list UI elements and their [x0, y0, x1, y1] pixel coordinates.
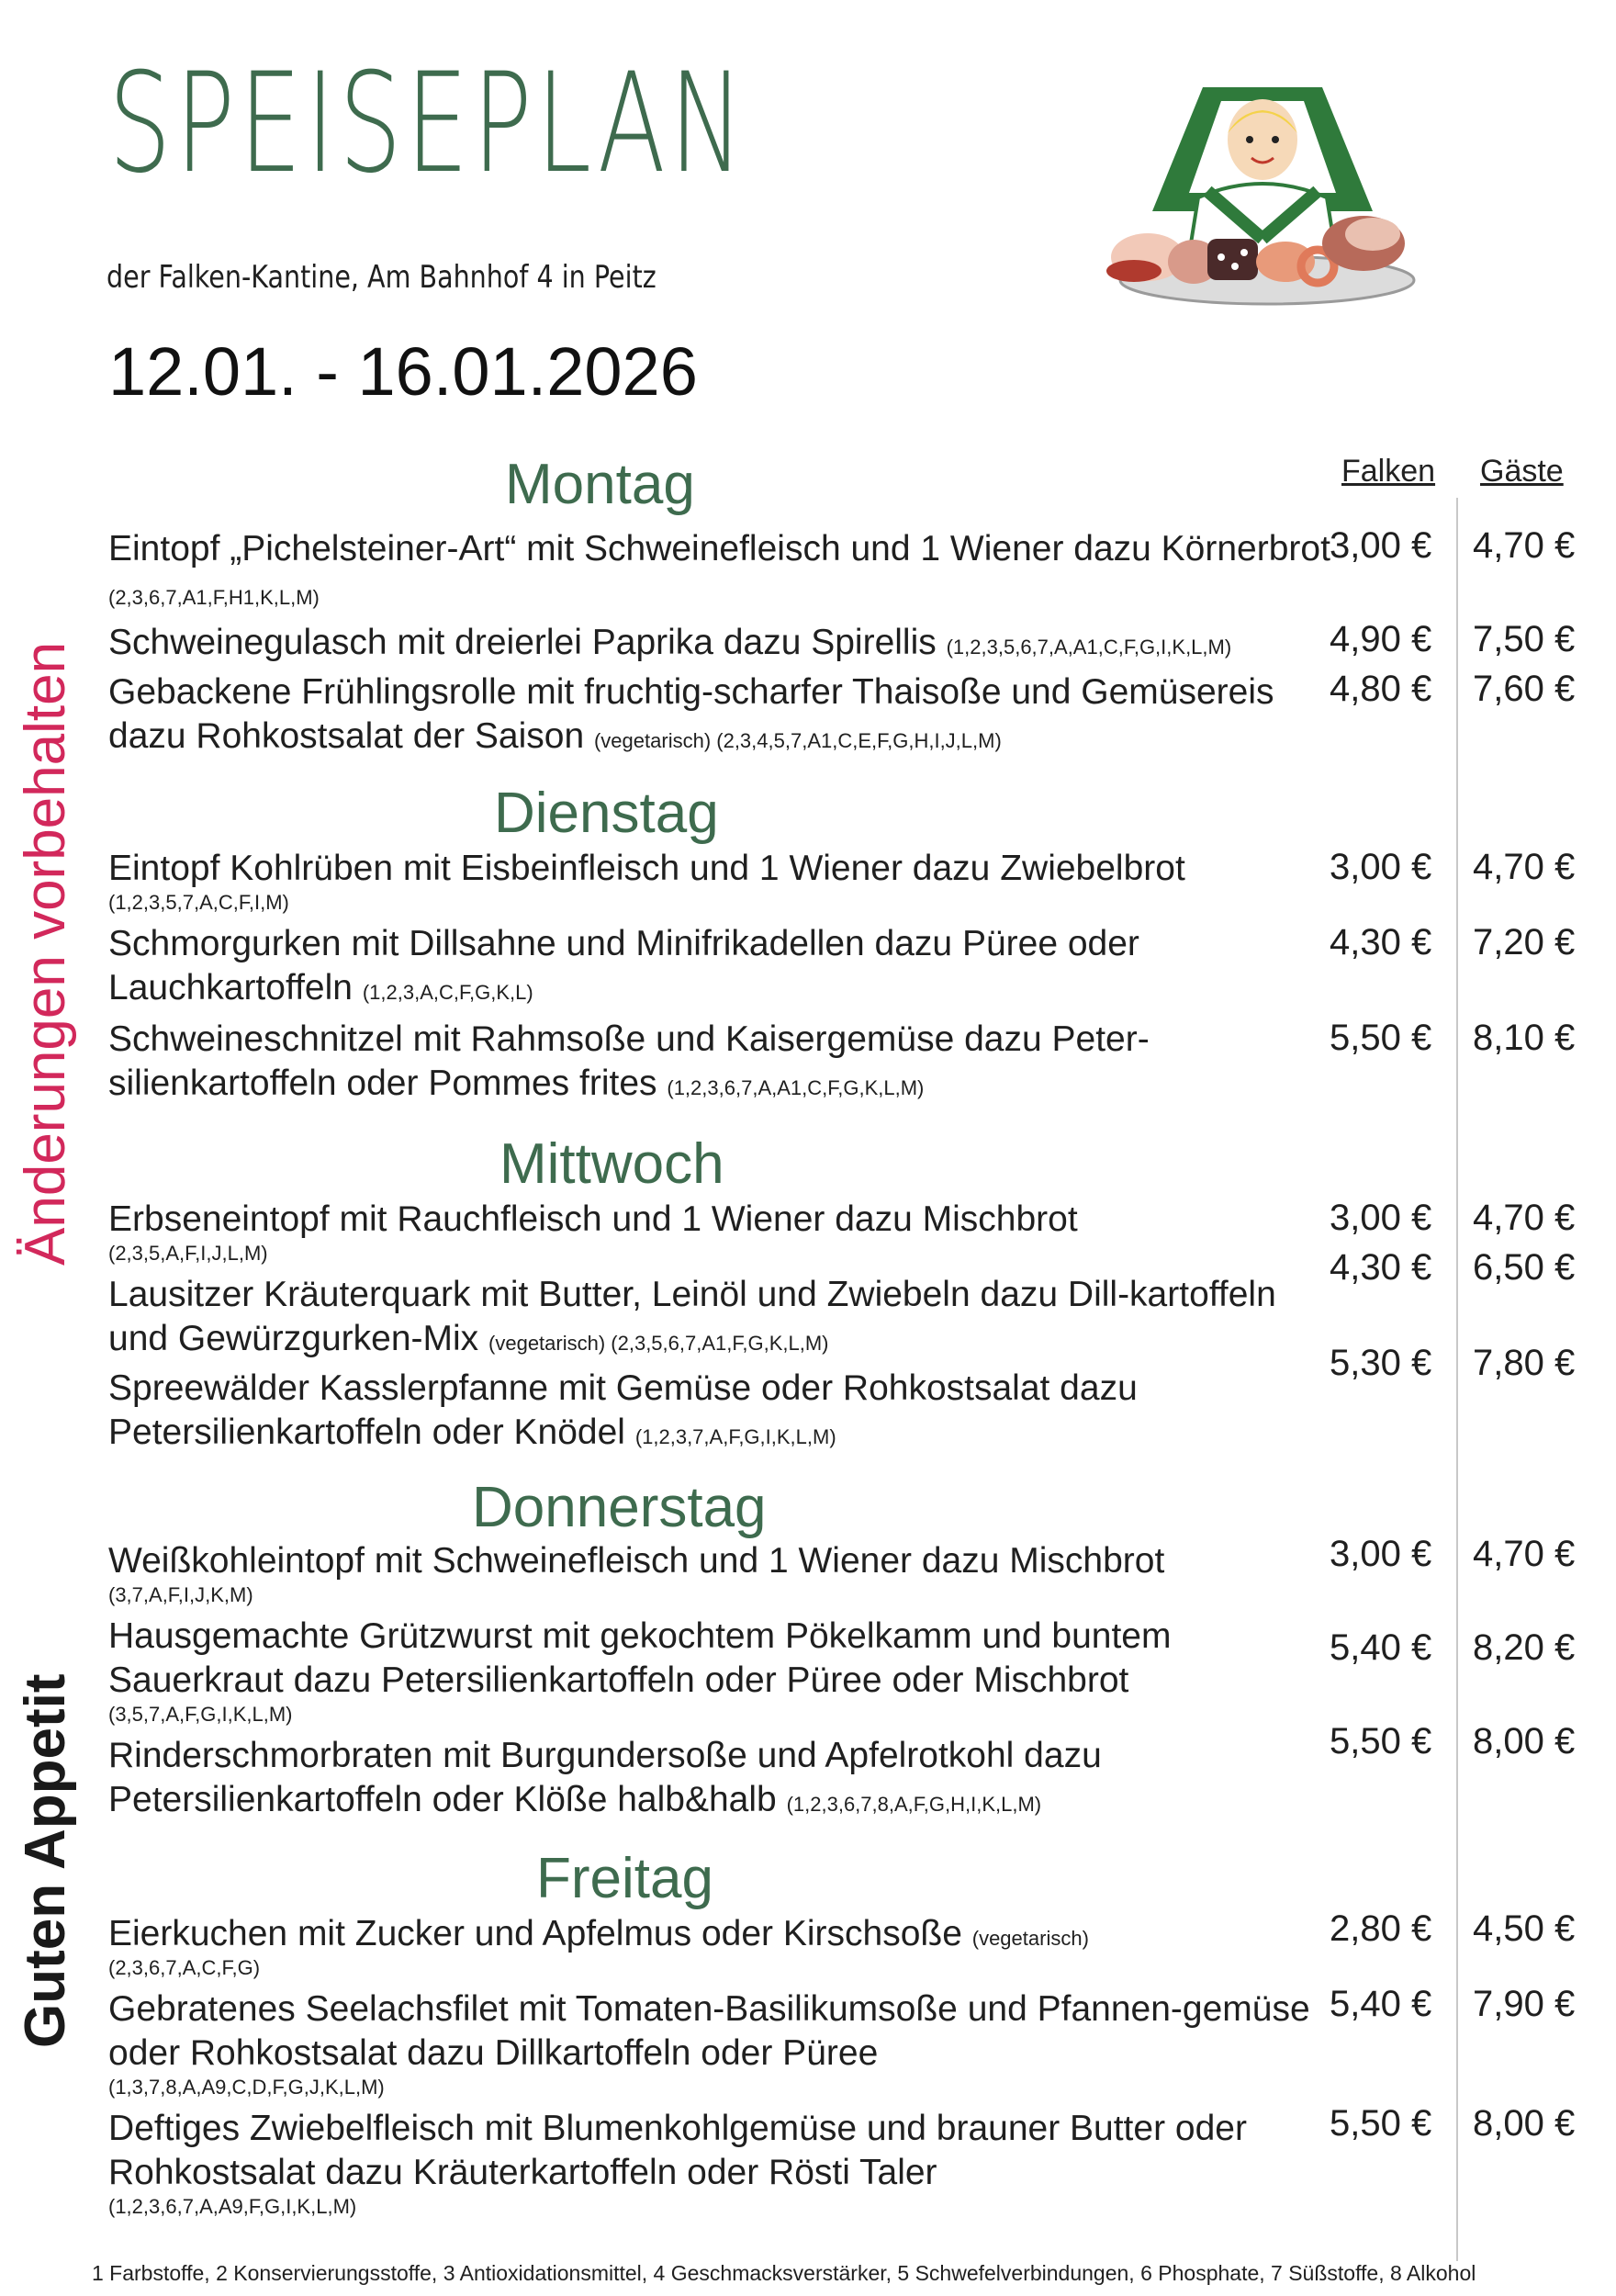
- price-gaeste: 4,70 €: [1473, 847, 1576, 887]
- column-header-falken: Falken: [1341, 454, 1436, 489]
- page-title: SPEISEPLAN: [108, 44, 748, 204]
- menu-item: [108, 1018, 1339, 1106]
- menu-item: [108, 922, 1339, 1010]
- allergen-legend: 1 Farbstoffe, 2 Konservierungsstoffe, 3 Antioxidationsmittel, 4 Geschmacksverstärker, 5 Schwefelverbindungen, 6 Phosphate, 7 Süßstoffe, 8 Alkohol: [92, 2261, 1476, 2285]
- price-gaeste: 7,80 €: [1473, 1343, 1576, 1383]
- menu-item: [108, 1615, 1339, 1727]
- dish-allergens: (vegetarisch) (2,3,5,6,7,A1,F,G,K,L,M): [488, 1332, 829, 1355]
- day-heading-montag: Montag: [505, 453, 695, 516]
- dish-name: Schweineschnitzel mit Rahmsoße und Kaisergemüse dazu Peter-silienkartoffeln oder Pommes frites: [108, 1019, 1150, 1103]
- dish-allergens: (3,5,7,A,F,G,I,K,L,M): [108, 1703, 293, 1726]
- price-gaeste: 8,00 €: [1473, 1721, 1576, 1761]
- price-gaeste: 7,60 €: [1473, 669, 1576, 709]
- changes-reserved-label: Änderungen vorbehalten: [14, 641, 77, 1266]
- dish-allergens: (vegetarisch) (2,3,4,5,7,A1,C,E,F,G,H,I,J,L,M): [593, 729, 1002, 752]
- menu-item: [108, 1734, 1339, 1822]
- kitchen-maid-logo-icon: [1097, 83, 1428, 308]
- menu-item: [108, 1367, 1339, 1455]
- price-gaeste: 7,90 €: [1473, 1984, 1576, 2024]
- dish-allergens: (1,2,3,6,7,A,A9,F,G,I,K,L,M): [108, 2195, 357, 2218]
- dish-allergens: (3,7,A,F,I,J,K,M): [108, 1583, 253, 1606]
- dish-name: Gebackene Frühlingsrolle mit fruchtig-scharfer Thaisoße und Gemüsereis dazu Rohkostsalat der Saison: [108, 672, 1274, 756]
- dish-name: Lausitzer Kräuterquark mit Butter, Leinöl und Zwiebeln dazu Dill-kartoffeln und Gewürzgurken-Mix: [108, 1275, 1276, 1358]
- price-falken: 2,80 €: [1330, 1908, 1432, 1949]
- price-falken: 5,50 €: [1330, 1018, 1432, 1058]
- menu-item: [108, 1198, 1339, 1266]
- menu-item: [108, 527, 1339, 615]
- price-falken: 5,40 €: [1330, 1984, 1432, 2024]
- dish-allergens: (2,3,6,7,A,C,F,G): [108, 1956, 261, 1979]
- price-gaeste: 4,70 €: [1473, 1198, 1576, 1238]
- dish-allergens: (1,2,3,5,7,A,C,F,I,M): [108, 891, 289, 914]
- price-gaeste: 6,50 €: [1473, 1247, 1576, 1288]
- price-falken: 3,00 €: [1330, 847, 1432, 887]
- price-falken: 3,00 €: [1330, 1198, 1432, 1238]
- dish-allergens: (2,3,6,7,A1,F,H1,K,L,M): [108, 586, 320, 609]
- price-gaeste: 8,20 €: [1473, 1627, 1576, 1668]
- menu-item: [108, 1912, 1339, 1980]
- dish-name: Eintopf „Pichelsteiner-Art“ mit Schweinefleisch und 1 Wiener dazu Körnerbrot: [108, 529, 1330, 568]
- dish-name: Schweinegulasch mit dreierlei Paprika dazu Spirellis: [108, 623, 937, 662]
- dish-name: Hausgemachte Grützwurst mit gekochtem Pökelkamm und buntem Sauerkraut dazu Petersilienkartoffeln oder Püree oder Mischbrot: [108, 1616, 1172, 1700]
- price-gaeste: 4,70 €: [1473, 525, 1576, 566]
- date-range: 12.01. - 16.01.2026: [108, 333, 698, 410]
- dish-allergens: (1,2,3,6,7,A,A1,C,F,G,K,L,M): [667, 1076, 925, 1099]
- dish-name: Eintopf Kohlrüben mit Eisbeinfleisch und 1 Wiener dazu Zwiebelbrot: [108, 849, 1185, 888]
- price-gaeste: 8,00 €: [1473, 2103, 1576, 2144]
- page-subtitle: der Falken-Kantine, Am Bahnhof 4 in Peitz: [107, 259, 656, 296]
- price-falken: 5,30 €: [1330, 1343, 1432, 1383]
- dish-name: Schmorgurken mit Dillsahne und Minifrikadellen dazu Püree oder Lauchkartoffeln: [108, 924, 1139, 1007]
- guten-appetit-label: Guten Appetit: [14, 1673, 77, 2048]
- menu-item: [108, 621, 1375, 665]
- day-heading-mittwoch: Mittwoch: [499, 1132, 724, 1196]
- price-falken: 3,00 €: [1330, 525, 1432, 566]
- dish-note: (vegetarisch): [971, 1927, 1089, 1950]
- dish-name: Eierkuchen mit Zucker und Apfelmus oder Kirschsoße: [108, 1914, 962, 1953]
- price-falken: 4,30 €: [1330, 922, 1432, 962]
- price-gaeste: 8,10 €: [1473, 1018, 1576, 1058]
- menu-item: [108, 1987, 1339, 2099]
- price-falken: 5,40 €: [1330, 1627, 1432, 1668]
- menu-item: [108, 670, 1339, 759]
- dish-allergens: (1,2,3,6,7,8,A,F,G,H,I,K,L,M): [786, 1793, 1042, 1816]
- dish-name: Spreewälder Kasslerpfanne mit Gemüse oder Rohkostsalat dazu Petersilienkartoffeln oder Knödel: [108, 1368, 1138, 1452]
- dish-allergens: (1,2,3,7,A,F,G,I,K,L,M): [634, 1425, 836, 1448]
- dish-name: Gebratenes Seelachsfilet mit Tomaten-Basilikumsoße und Pfannen-gemüse oder Rohkostsalat dazu Dillkartoffeln oder Püree: [108, 1989, 1310, 2073]
- day-heading-dienstag: Dienstag: [494, 782, 719, 845]
- price-gaeste: 4,70 €: [1473, 1534, 1576, 1574]
- dish-name: Erbseneintopf mit Rauchfleisch und 1 Wiener dazu Mischbrot: [108, 1199, 1078, 1239]
- dish-name: Weißkohleintopf mit Schweinefleisch und 1 Wiener dazu Mischbrot: [108, 1541, 1165, 1581]
- menu-item: [108, 847, 1339, 915]
- price-falken: 4,90 €: [1330, 619, 1432, 659]
- price-gaeste: 4,50 €: [1473, 1908, 1576, 1949]
- dish-allergens: (1,2,3,A,C,F,G,K,L): [362, 981, 533, 1004]
- price-gaeste: 7,20 €: [1473, 922, 1576, 962]
- dish-name: Rinderschmorbraten mit Burgundersoße und Apfelrotkohl dazu Petersilienkartoffeln oder Klöße halb&halb: [108, 1736, 1102, 1819]
- day-heading-donnerstag: Donnerstag: [472, 1476, 767, 1539]
- dish-name: Deftiges Zwiebelfleisch mit Blumenkohlgemüse und brauner Butter oder Rohkostsalat dazu Kräuterkartoffeln oder Rösti Taler: [108, 2109, 1247, 2192]
- dish-allergens: (1,3,7,8,A,A9,C,D,F,G,J,K,L,M): [108, 2076, 385, 2099]
- day-heading-freitag: Freitag: [536, 1847, 713, 1910]
- column-header-gaeste: Gäste: [1480, 454, 1564, 489]
- price-falken: 4,80 €: [1330, 669, 1432, 709]
- price-gaeste: 7,50 €: [1473, 619, 1576, 659]
- menu-item: [108, 2107, 1339, 2219]
- menu-item: [108, 1273, 1339, 1361]
- menu-item: [108, 1539, 1339, 1607]
- price-falken: 5,50 €: [1330, 2103, 1432, 2144]
- price-falken: 3,00 €: [1330, 1534, 1432, 1574]
- price-falken: 4,30 €: [1330, 1247, 1432, 1288]
- price-falken: 5,50 €: [1330, 1721, 1432, 1761]
- column-divider: [1456, 498, 1458, 2261]
- dish-allergens: (2,3,5,A,F,I,J,L,M): [108, 1242, 268, 1265]
- dish-allergens: (1,2,3,5,6,7,A,A1,C,F,G,I,K,L,M): [946, 636, 1232, 658]
